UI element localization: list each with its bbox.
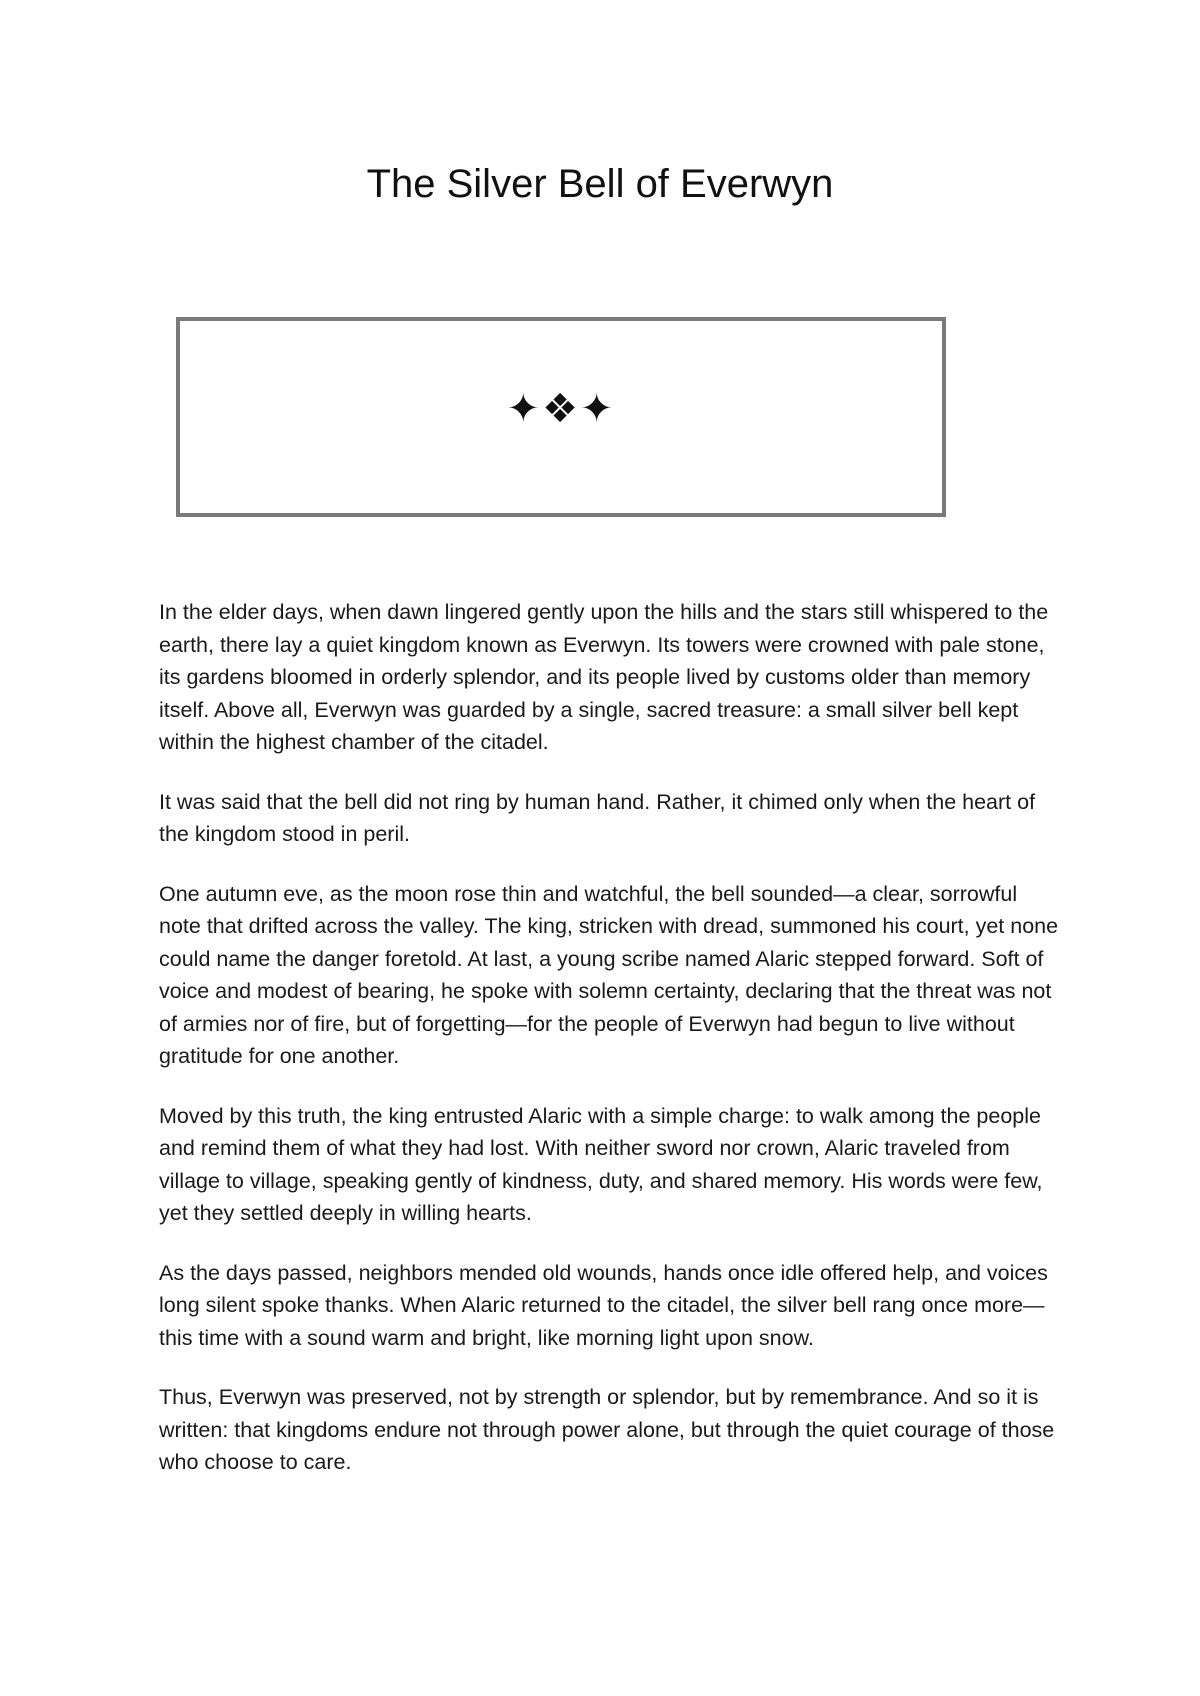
story-body [159, 596, 1059, 1506]
ornament-frame [176, 317, 946, 517]
ornament-icon: ✦❖✦ [506, 386, 616, 432]
story-paragraph-3: One autumn eve, as the moon rose thin and watchful, the bell sounded—a clear, sorrowful note that drifted across the valley. The king, stricken with dread, summoned his court, yet none could name the danger foretold. At last, a young scribe named Alaric stepped forward. Soft of voice and modest of bearing, he spoke with solemn certainty, declaring that the threat was not of armies nor of fire, but of forgetting—for the people of Everwyn had begun to live without gratitude for one another. [159, 881, 1059, 1068]
page-title: The Silver Bell of Everwyn [366, 162, 834, 206]
story-paragraph-6: Thus, Everwyn was preserved, not by strength or splendor, but by remembrance. And so it is written: that kingdoms endure not through power alone, but through the quiet courage of those who choose to care. [159, 1385, 1055, 1474]
story-paragraph-4: Moved by this truth, the king entrusted Alaric with a simple charge: to walk among the people and remind them of what they had lost. With neither sword nor crown, Alaric traveled from village to village, speaking gently of kindness, duty, and shared memory. His words were few, yet they settled deeply in willing hearts. [159, 1103, 1043, 1225]
story-paragraph-2: It was said that the bell did not ring by human hand. Rather, it chimed only when the heart of the kingdom stood in peril. [159, 789, 1036, 846]
story-paragraph-5: As the days passed, neighbors mended old wounds, hands once idle offered help, and voices long silent spoke thanks. When Alaric returned to the citadel, the silver bell rang once more—this time with a sound warm and bright, like morning light upon snow. [159, 1260, 1048, 1350]
story-paragraph-1: In the elder days, when dawn lingered gently upon the hills and the stars still whispered to the earth, there lay a quiet kingdom known as Everwyn. Its towers were crowned with pale stone, its gardens bloomed in orderly splendor, and its people lived by customs older than memory itself. Above all, Everwyn was guarded by a single, sacred treasure: a small silver bell kept within the highest chamber of the citadel. [159, 600, 1049, 754]
